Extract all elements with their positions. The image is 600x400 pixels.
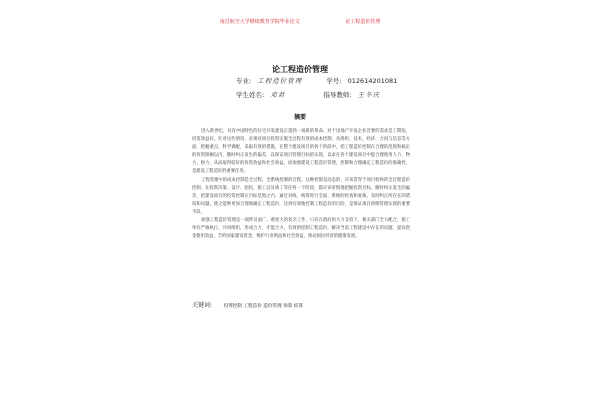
student-name-value: 邓君	[270, 91, 286, 99]
header-school: 南昌航空大学继续教育学院毕业论文	[219, 19, 300, 25]
advisor-label: 指导教师:	[323, 91, 352, 99]
abstract-paragraph: 工程管理中的成本控制是全过程、全系统控制的过程，这种控制是动态的，应该贯穿于项目始终的全过程造价控制，在投资决策、设计、招投、施工以及竣工等任何一个阶段，都应该审慎地把握投资目标，随时纠正发生的偏差，把建设项目的投资控制在目标范围之内。通过对线、统筹进行全面、系统的检查和复核，及时纠正所存在的错误和问题，使之能够更加合理地确定工程造价，达到有效地控制工程造价的目的，是保证项目预期管理实现的重要手段。	[192, 177, 410, 215]
abstract-body	[192, 128, 410, 241]
student-id-value: 012614201081	[347, 77, 398, 85]
major-value: 工程造价管理	[257, 77, 303, 85]
keywords-value: 投资控制 工程造价 造价管理 预算 结算	[223, 304, 303, 309]
major-label: 专业:	[236, 77, 252, 85]
header-doc-title: 论工程造价管理	[345, 19, 381, 25]
student-id-label: 学号:	[326, 77, 342, 85]
student-name-label: 学生姓名:	[236, 91, 265, 99]
meta-row-2	[236, 90, 380, 99]
paper-title: 论工程造价管理	[272, 65, 328, 74]
abstract-paragraph: 加强工程造价管理是一项涉及面广、难度大的复杂工作，只有在政府的大力支持下，相关部门全力配合，施工单位严格执行，共同组织，形成合力，才能合力，有效的控制工程造价，解决当前工程建设中存在的问题，提高资金使用效益，节约国家建设资金，维护行业利益和社会效益，推动国民经济的健康发展。	[192, 218, 410, 240]
meta-row-1	[236, 76, 397, 85]
page-header	[0, 18, 600, 25]
abstract-heading: 摘要	[293, 114, 306, 121]
keywords-line	[192, 300, 303, 309]
abstract-paragraph: 进入新世纪，具有中国特色的住宅开发建设正蓬勃一场新的革命。对于房地产开发企业首要的需求是工期短，投资效益好。针对这些情况，必须对项目投资实施全过程有效的成本控制，从组织、技术、经济、合同与信息等方面，把握重点，科学调配，采取有效的措施，在整个建设项目的各个阶段中，把工程造价控制在合理的范围和核定的投资限额以内，随时纠正发生的偏差，以保证项目管理目标的实现，以求在各个建设项目中能合理使用人力、物力、财力，从而取得较好的投资效益和社会效益。而加强建设工程造价管理，控制和合理确定工程造价的准确性，是建设工程造价的重要任务。	[192, 129, 410, 175]
advisor-value: 王冬庆	[357, 91, 381, 99]
keywords-label: 关键词:	[192, 302, 213, 309]
